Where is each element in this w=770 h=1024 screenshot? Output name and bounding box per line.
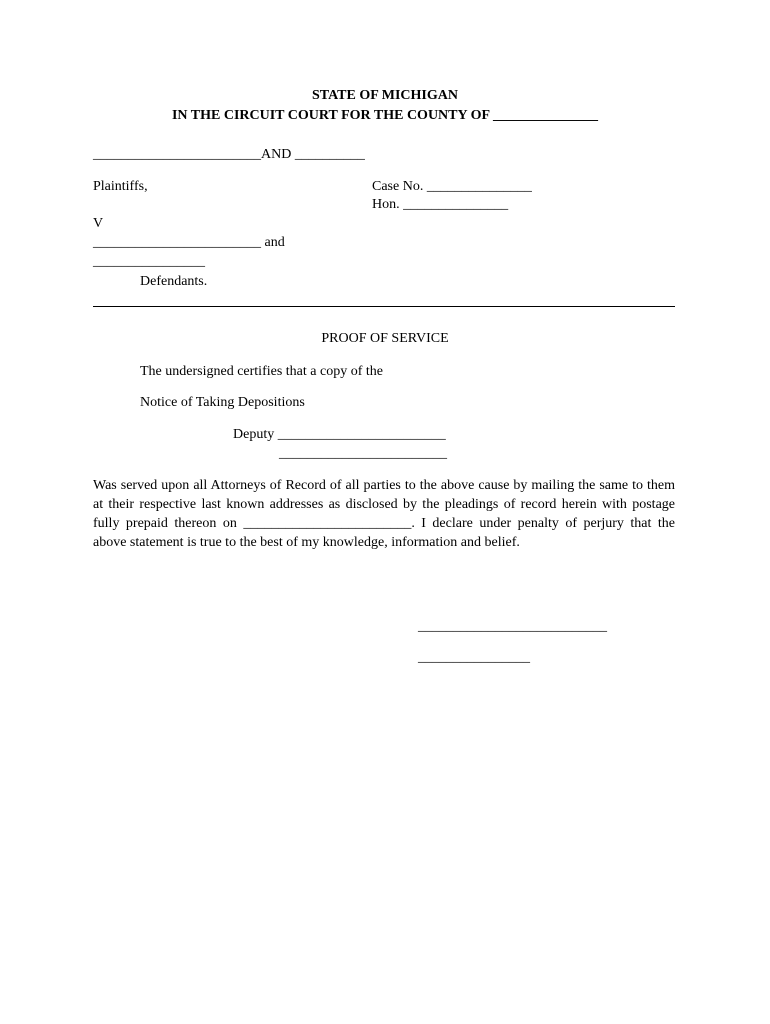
judge-line: Hon. _______________ — [372, 197, 509, 212]
state-heading: STATE OF MICHIGAN — [312, 88, 458, 103]
defendants-name-line-2: ________________ — [93, 254, 205, 269]
court-heading: IN THE CIRCUIT COURT FOR THE COUNTY OF _______________ — [171, 108, 599, 123]
plaintiffs-label: Plaintiffs, — [93, 179, 148, 194]
deputy-signature-line: Deputy ________________________ — [233, 427, 446, 442]
certification-text: The undersigned certifies that a copy of the — [140, 364, 383, 379]
proof-of-service-title: PROOF OF SERVICE — [321, 331, 449, 346]
case-number-line: Case No. _______________ — [372, 179, 532, 194]
defendants-label: Defendants. — [140, 274, 208, 289]
caption-divider — [93, 306, 675, 307]
defendants-name-line: ________________________ and — [93, 235, 285, 250]
date-line: ________________ — [418, 650, 530, 665]
served-document-name: Notice of Taking Depositions — [140, 395, 305, 410]
deputy-name-line: ________________________ — [279, 446, 447, 461]
plaintiffs-name-line: ________________________AND __________ — [93, 147, 365, 162]
signature-line: ___________________________ — [418, 619, 607, 634]
versus-label: V — [93, 216, 104, 231]
service-statement: Was served upon all Attorneys of Record of all parties to the above cause by mailing the same to them at their respective last known addresses as disclosed by the pleadings of record herein with postage fully prepaid thereon on ________________________. I declare under penalty of perjury that the above statement is true to the best of my knowledge, information and belief. — [93, 478, 675, 550]
